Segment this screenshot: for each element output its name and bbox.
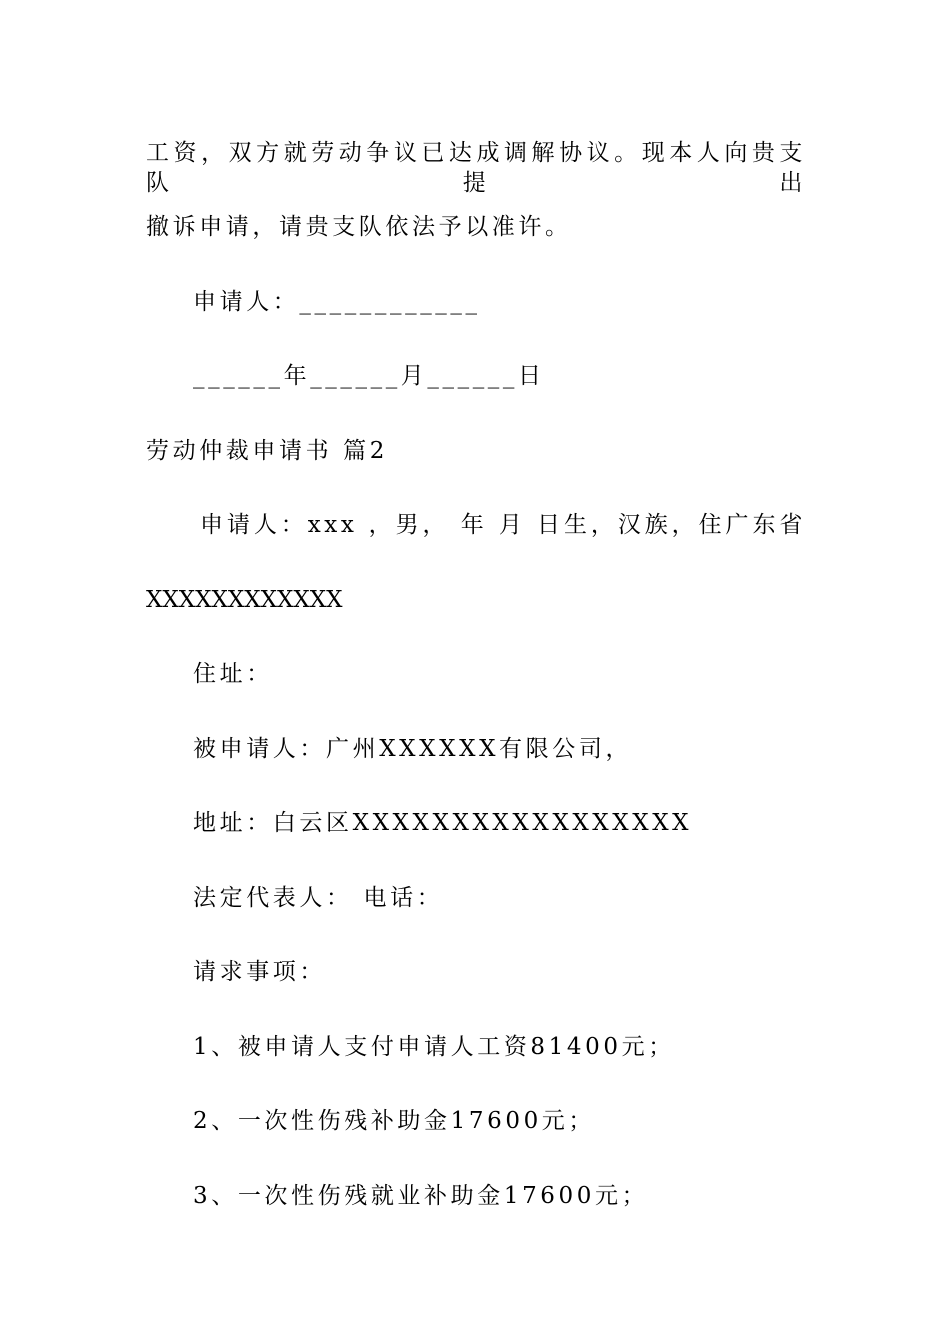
address-line: 住址： <box>193 661 273 687</box>
applicant-signature-line: 申请人：____________ <box>193 289 481 315</box>
paragraph-line-1: 工资，双方就劳动争议已达成调解协议。现本人向贵支队提出 <box>146 140 806 196</box>
claim-item-3: 3、一次性伤残就业补助金17600元； <box>193 1183 649 1209</box>
legal-representative-line: 法定代表人： 电话： <box>193 885 444 911</box>
paragraph-line-2: 撤诉申请，请贵支队依法予以准许。 <box>146 214 572 240</box>
date-line: ______年______月______日 <box>193 363 545 389</box>
section-heading: 劳动仲裁申请书 篇2 <box>146 438 388 464</box>
claim-item-2: 2、一次性伤残补助金17600元； <box>193 1108 595 1134</box>
respondent-line: 被申请人：广州XXXXXX有限公司， <box>193 736 633 762</box>
applicant-info-line: 申请人：xxx ，男， 年 月 日生，汉族，住广东省 <box>200 512 806 538</box>
claim-item-1: 1、被申请人支付申请人工资81400元； <box>193 1034 675 1060</box>
claims-heading: 请求事项： <box>193 959 326 985</box>
respondent-address-line: 地址：白云区XXXXXXXXXXXXXXXXX <box>193 810 693 836</box>
applicant-id-line: XXXXXXXXXXXX <box>146 587 343 613</box>
